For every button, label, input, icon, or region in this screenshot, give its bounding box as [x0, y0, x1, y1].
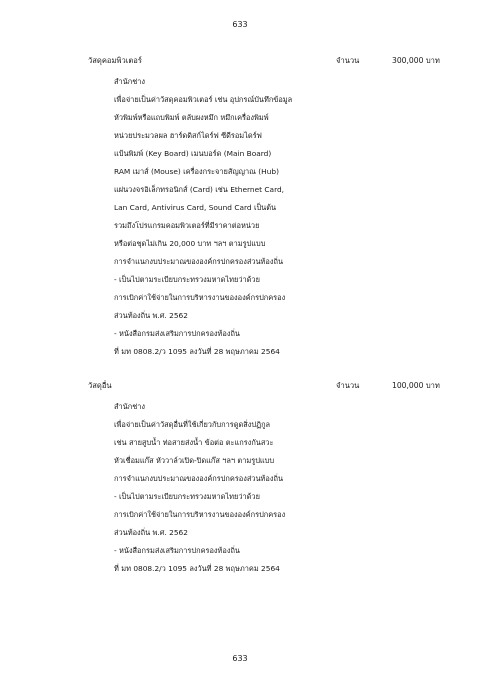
- text-line: แผ่นวงจรอิเล็กทรอนิกส์ (Card) เช่น Ethernet Card,: [114, 185, 285, 194]
- text-line: เพื่อจ่ายเป็นค่าวัสดุคอมพิวเตอร์ เช่น อุปกรณ์บันทึกข้อมูล: [114, 95, 293, 104]
- amount-value: 100,000 บาท: [392, 381, 440, 390]
- text-line: การเบิกค่าใช้จ่ายในการบริหารงานขององค์กรปกครอง: [114, 293, 286, 302]
- text-line: ที่ มท 0808.2/ว 1095 ลงวันที่ 28 พฤษภาคม 2564: [114, 347, 280, 356]
- text-line: - หนังสือกรมส่งเสริมการปกครองท้องถิ่น: [114, 329, 240, 338]
- text-line: สำนักช่าง: [114, 77, 145, 86]
- text-line: การจำแนกงบประมาณขององค์กรปกครองส่วนท้องถิ่น: [114, 257, 283, 266]
- text-line: หน่วยประมวลผล ฮาร์ดดิสก์ไดร์ฟ ซีดีรอมไดร์ฟ: [114, 131, 262, 140]
- text-line: หัวเชื่อมแก๊ส หัววาล์วเปิด-ปิดแก๊ส ฯลฯ ตามรูปแบบ: [114, 456, 275, 465]
- text-line: รวมถึงโปรแกรมคอมพิวเตอร์ที่มีราคาต่อหน่วย: [114, 221, 260, 230]
- quantity-label: จำนวน: [336, 381, 360, 390]
- text-line: การจำแนกงบประมาณขององค์กรปกครองส่วนท้องถิ่น: [114, 474, 283, 483]
- text-line: สำนักช่าง: [114, 402, 145, 411]
- text-line: หัวพิมพ์หรือแถบพิมพ์ ตลับผงหมึก หมึกเครื่องพิมพ์: [114, 113, 269, 122]
- text-line: - เป็นไปตามระเบียบกระทรวงมหาดไทยว่าด้วย: [114, 492, 260, 501]
- page-number-top: 633: [232, 20, 248, 29]
- text-line: RAM เมาส์ (Mouse) เครื่องกระจายสัญญาณ (Hub): [114, 167, 279, 176]
- section-title-other-supplies: วัสดุอื่น: [88, 381, 112, 390]
- text-line: ที่ มท 0808.2/ว 1095 ลงวันที่ 28 พฤษภาคม 2564: [114, 564, 280, 573]
- section-title-computer-supplies: วัสดุคอมพิวเตอร์: [88, 56, 142, 65]
- text-line: Lan Card, Antivirus Card, Sound Card เป็นต้น: [114, 203, 277, 212]
- amount-value: 300,000 บาท: [392, 56, 440, 65]
- text-line: ส่วนท้องถิ่น พ.ศ. 2562: [114, 528, 188, 537]
- text-line: การเบิกค่าใช้จ่ายในการบริหารงานขององค์กรปกครอง: [114, 510, 286, 519]
- text-line: เพื่อจ่ายเป็นค่าวัสดุอื่นที่ใช้เกี่ยวกับการดูดสิ่งปฏิกูล: [114, 420, 271, 429]
- text-line: เช่น สายสูบน้ำ ท่อสายส่งน้ำ ข้อต่อ ตะแกรงกันสวะ: [114, 438, 274, 447]
- text-line: แป้นพิมพ์ (Key Board) เมนบอร์ด (Main Board): [114, 149, 272, 158]
- page-number-bottom: 633: [232, 654, 248, 663]
- text-line: หรือต่อชุดไม่เกิน 20,000 บาท ฯลฯ ตามรูปแบบ: [114, 239, 266, 248]
- text-line: - หนังสือกรมส่งเสริมการปกครองท้องถิ่น: [114, 546, 240, 555]
- quantity-label: จำนวน: [336, 56, 360, 65]
- text-line: - เป็นไปตามระเบียบกระทรวงมหาดไทยว่าด้วย: [114, 275, 260, 284]
- text-line: ส่วนท้องถิ่น พ.ศ. 2562: [114, 311, 188, 320]
